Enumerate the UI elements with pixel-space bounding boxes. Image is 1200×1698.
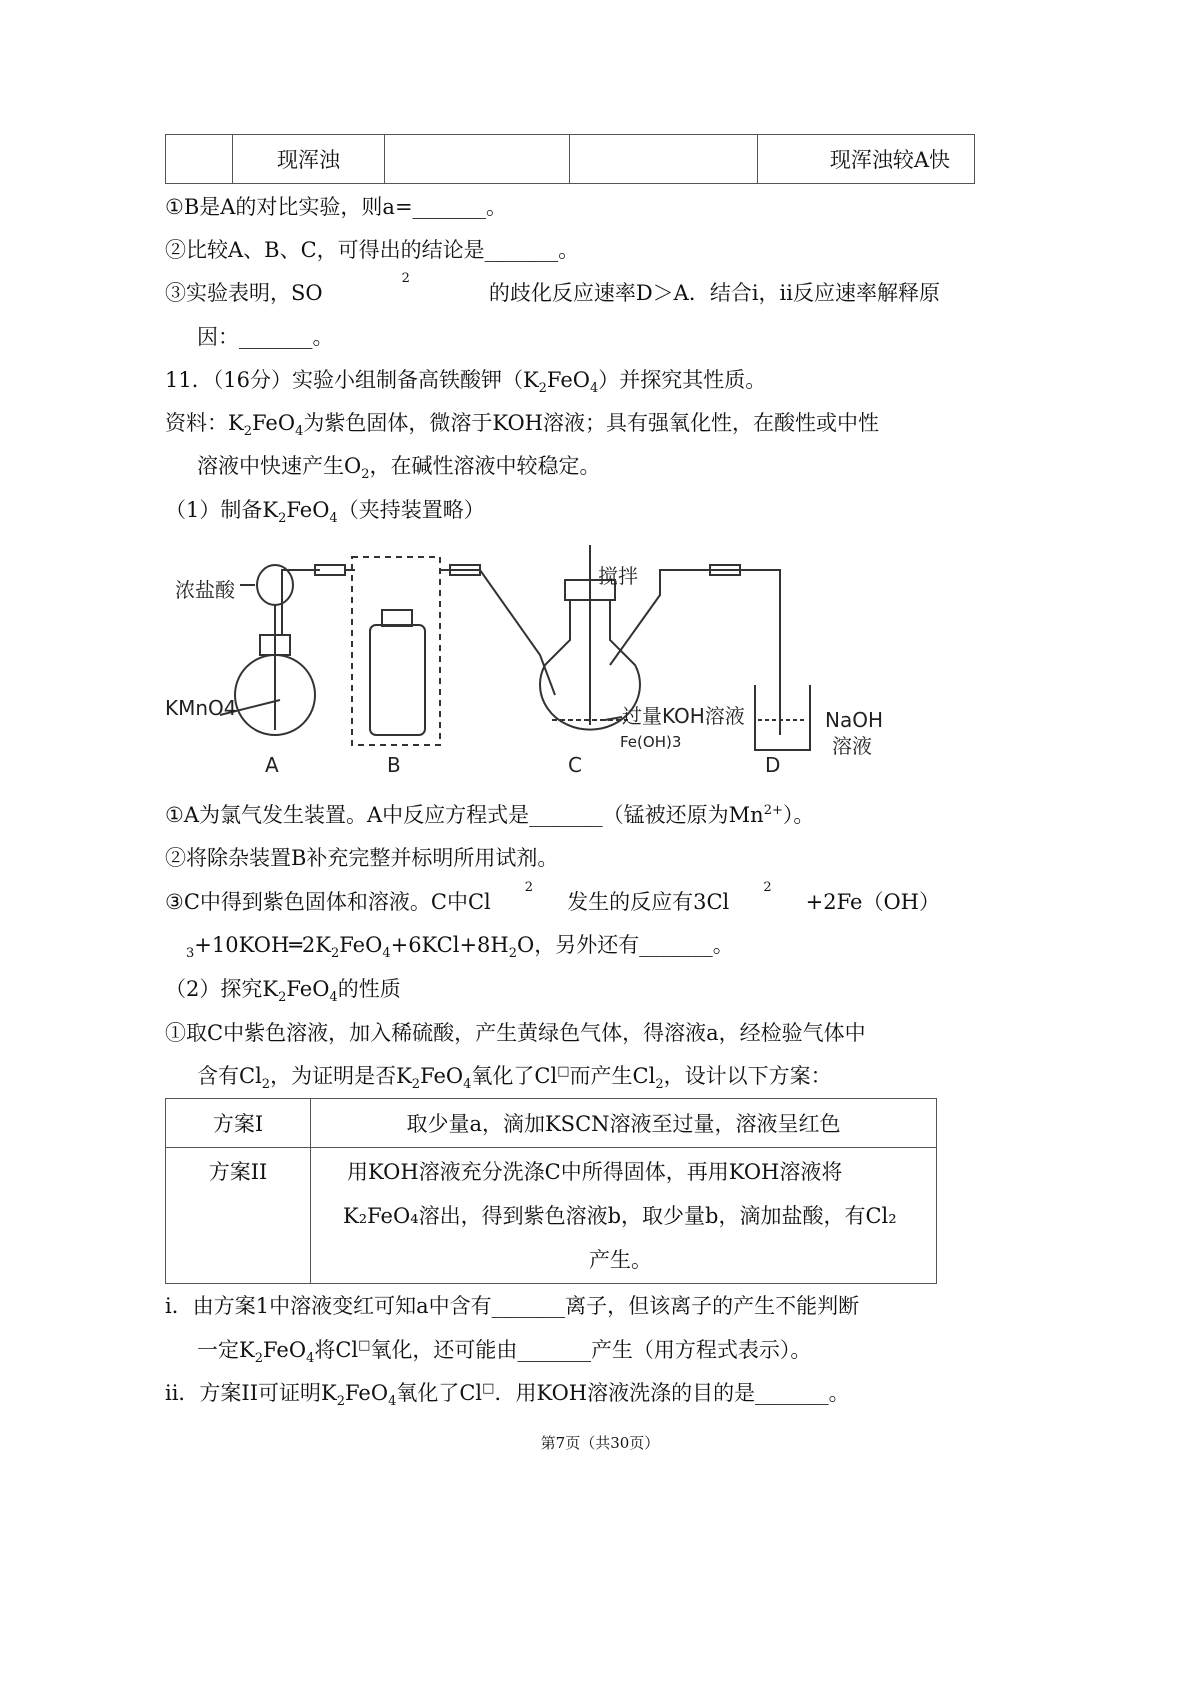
text-segment: FeO bbox=[251, 411, 296, 435]
text-segment: FeO bbox=[286, 977, 330, 1001]
text-line bbox=[197, 452, 601, 483]
text-segment: +10KOH═2K bbox=[194, 933, 331, 957]
text-segment: FeO bbox=[262, 1338, 307, 1362]
text-segment: 氧化了Cl bbox=[396, 1381, 483, 1405]
table-cell: 现浑浊 bbox=[233, 135, 385, 184]
text-segment: FeO bbox=[420, 1064, 464, 1088]
text-segment: ）并探究其性质。 bbox=[598, 368, 767, 392]
text-line bbox=[186, 931, 734, 962]
text-line bbox=[165, 801, 814, 829]
text-segment: 氧化了Cl bbox=[471, 1064, 558, 1088]
plan-content-line: 用KOH溶液充分洗涤C中所得固体，再用KOH溶液将 bbox=[347, 1160, 843, 1184]
label-koh: 过量KOH溶液 bbox=[622, 704, 745, 728]
plan-content-line: 产生。 bbox=[589, 1248, 652, 1272]
label-feoh3: Fe(OH)3 bbox=[620, 733, 682, 751]
text-segment: 2 bbox=[508, 946, 518, 962]
text-segment: 2 bbox=[763, 880, 772, 895]
label-naoh-solution: 溶液 bbox=[832, 734, 872, 758]
placeholder-box-b bbox=[352, 557, 440, 745]
text-segment: □ bbox=[482, 1381, 495, 1396]
text-line bbox=[165, 409, 879, 440]
text-segment: 4 bbox=[382, 946, 391, 962]
text-segment: 2 bbox=[401, 271, 410, 286]
answer-blank[interactable]: _______ bbox=[239, 325, 313, 349]
text-segment: 含有Cl bbox=[197, 1064, 262, 1088]
text-segment: □ bbox=[557, 1064, 570, 1079]
label-b: B bbox=[387, 753, 401, 777]
text-segment: ，为证明是否K bbox=[270, 1064, 412, 1088]
text-segment: 溶液中快速产生O bbox=[197, 454, 362, 478]
label-d: D bbox=[765, 753, 781, 777]
text-line bbox=[165, 1019, 866, 1047]
text-line bbox=[165, 1292, 859, 1320]
text-segment: 。 bbox=[712, 933, 734, 957]
plan-name: 方案I bbox=[166, 1099, 311, 1148]
text-segment: 2 bbox=[336, 1394, 345, 1410]
text-segment: FeO bbox=[339, 933, 383, 957]
text-line bbox=[165, 366, 767, 397]
text-segment: 2 bbox=[411, 1077, 421, 1093]
text-segment: 的歧化反应速率D＞A．结合i，ii反应速率解释原 bbox=[488, 281, 940, 305]
text-segment: （1）制备K bbox=[165, 498, 279, 522]
answer-blank[interactable]: _______ bbox=[517, 1338, 591, 1362]
label-stir: 搅拌 bbox=[598, 564, 638, 588]
plan-content: 取少量a，滴加KSCN溶液至过量，溶液呈红色 bbox=[311, 1099, 937, 1148]
text-segment: O，另外还有 bbox=[517, 933, 640, 957]
page-footer: 第7页（共30页） bbox=[540, 1434, 660, 1452]
label-a: A bbox=[265, 753, 279, 777]
text-segment: 2 bbox=[278, 990, 287, 1006]
text-segment: 4 bbox=[295, 424, 304, 440]
text-segment: 4 bbox=[306, 1351, 315, 1367]
text-segment: ①B是A的对比实验，则a= bbox=[165, 195, 413, 219]
text-line bbox=[165, 193, 507, 221]
text-segment: 2 bbox=[655, 1077, 664, 1093]
text-segment: 4 bbox=[388, 1394, 397, 1410]
answer-blank[interactable]: _______ bbox=[639, 933, 713, 957]
text-segment: ②比较A、B、C，可得出的结论是 bbox=[165, 238, 485, 262]
text-segment: 4 bbox=[329, 511, 338, 527]
text-segment: 2 bbox=[330, 946, 340, 962]
answer-blank[interactable]: _______ bbox=[491, 1294, 566, 1318]
text-segment: FeO bbox=[345, 1381, 389, 1405]
label-c: C bbox=[568, 753, 582, 777]
text-line bbox=[165, 236, 579, 264]
text-line bbox=[165, 844, 558, 872]
text-segment: ii．方案II可证明K bbox=[165, 1381, 337, 1405]
plan-name: 方案II bbox=[166, 1148, 311, 1284]
text-segment: 2 bbox=[361, 467, 370, 483]
table-cell bbox=[570, 135, 758, 184]
answer-blank[interactable]: _______ bbox=[412, 195, 487, 219]
text-segment: 3 bbox=[186, 946, 195, 962]
text-segment: 。 bbox=[828, 1381, 850, 1405]
text-segment: 将Cl bbox=[314, 1338, 359, 1362]
label-naoh: NaOH bbox=[825, 708, 883, 732]
text-line bbox=[197, 1336, 812, 1367]
text-segment: 4 bbox=[590, 381, 599, 397]
table-cell bbox=[166, 135, 233, 184]
text-line bbox=[197, 323, 334, 351]
text-segment: ）。 bbox=[782, 803, 815, 827]
plan-content-line: K₂FeO₄溶出，得到紫色溶液b，取少量b，滴加盐酸，有Cl₂ bbox=[343, 1204, 897, 1228]
text-segment: 。 bbox=[312, 325, 334, 349]
text-segment: 2 bbox=[278, 511, 287, 527]
table-cell: 现浑浊较A快 bbox=[758, 135, 975, 184]
text-segment: 11．（16分）实验小组制备高铁酸钾（K bbox=[165, 368, 539, 392]
text-segment: 4 bbox=[329, 990, 338, 1006]
text-line bbox=[165, 975, 401, 1006]
text-segment: 发生的反应有3Cl bbox=[567, 890, 730, 914]
text-line bbox=[165, 271, 940, 307]
text-segment: 资料：K bbox=[165, 411, 244, 435]
answer-blank[interactable]: _______ bbox=[755, 1381, 829, 1405]
bottle bbox=[370, 625, 425, 735]
answer-blank[interactable]: _______ bbox=[529, 803, 603, 827]
text-line bbox=[165, 1379, 850, 1410]
text-segment: ①取C中紫色溶液，加入稀硫酸，产生黄绿色气体，得溶液a，经检验气体中 bbox=[165, 1021, 866, 1045]
text-segment: 。 bbox=[558, 238, 580, 262]
text-segment: 一定K bbox=[197, 1338, 255, 1362]
text-segment: 。 bbox=[486, 195, 508, 219]
text-segment: 2+ bbox=[763, 803, 783, 818]
text-segment: 为紫色固体，微溶于KOH溶液；具有强氧化性，在酸性或中性 bbox=[303, 411, 879, 435]
text-segment: 2 bbox=[524, 880, 534, 895]
text-segment: ③C中得到紫色固体和溶液。C中Cl bbox=[165, 890, 491, 914]
text-segment: □ bbox=[358, 1338, 371, 1353]
text-segment: ，设计以下方案： bbox=[663, 1064, 832, 1088]
text-segment: 2 bbox=[261, 1077, 271, 1093]
text-segment: 而产生Cl bbox=[569, 1064, 656, 1088]
text-segment: （夹持装置略） bbox=[337, 498, 485, 522]
text-segment: 2 bbox=[243, 424, 252, 440]
text-segment: ③实验表明，SO bbox=[165, 281, 323, 305]
label-kmno4: KMnO4 bbox=[165, 696, 237, 720]
answer-blank[interactable]: _______ bbox=[484, 238, 559, 262]
text-segment: （锰被还原为Mn bbox=[602, 803, 764, 827]
text-segment: +6KCl+8H bbox=[390, 933, 509, 957]
text-segment: 2 bbox=[538, 381, 547, 397]
text-segment: FeO bbox=[286, 498, 330, 522]
text-segment: 氧化，还可能由 bbox=[370, 1338, 518, 1362]
text-segment: 因： bbox=[197, 325, 239, 349]
plan-table bbox=[165, 1098, 937, 1284]
text-segment: 2 bbox=[254, 1351, 263, 1367]
text-line bbox=[197, 1062, 832, 1093]
text-segment: ．用KOH溶液洗涤的目的是 bbox=[494, 1381, 756, 1405]
text-segment: FeO bbox=[546, 368, 590, 392]
text-segment: ②将除杂装置B补充完整并标明所用试剂。 bbox=[165, 846, 559, 870]
experiment-table-fragment bbox=[165, 134, 975, 184]
label-hcl: 浓盐酸 bbox=[175, 578, 235, 602]
text-segment: 产生（用方程式表示）。 bbox=[590, 1338, 812, 1362]
text-segment: 离子，但该离子的产生不能判断 bbox=[565, 1294, 860, 1318]
table-cell bbox=[385, 135, 570, 184]
text-segment: i．由方案1中溶液变红可知a中含有 bbox=[165, 1294, 492, 1318]
text-segment: 的性质 bbox=[337, 977, 401, 1001]
text-segment: ，在碱性溶液中较稳定。 bbox=[369, 454, 601, 478]
text-line bbox=[165, 880, 940, 916]
text-line bbox=[165, 496, 485, 527]
text-segment: （2）探究K bbox=[165, 977, 279, 1001]
text-segment: +2Fe（OH） bbox=[805, 890, 940, 914]
text-segment: ①A为氯气发生装置。A中反应方程式是 bbox=[165, 803, 530, 827]
text-segment: 4 bbox=[463, 1077, 472, 1093]
apparatus-diagram bbox=[160, 535, 920, 785]
